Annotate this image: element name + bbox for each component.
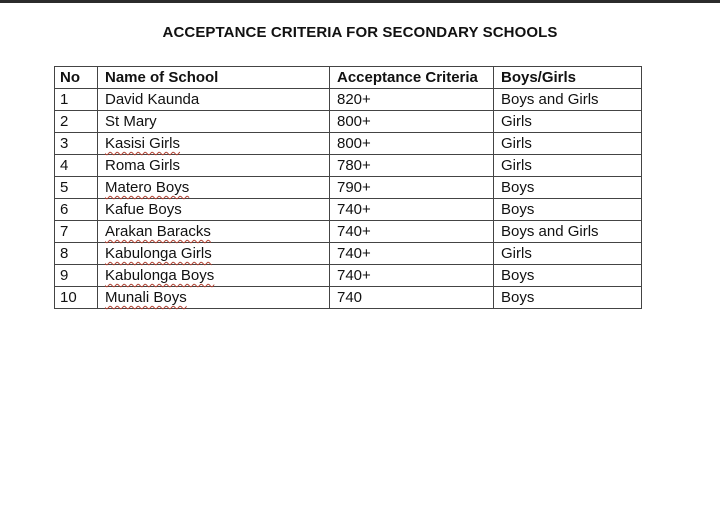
cell-school-name — [98, 265, 330, 287]
table-row — [55, 111, 642, 133]
column-header-no: No — [55, 67, 98, 89]
cell-no: 1 — [55, 89, 98, 111]
cell-gender: Boys and Girls — [494, 221, 642, 243]
top-edge-bar — [0, 0, 720, 3]
cell-criteria: 740+ — [330, 199, 494, 221]
cell-criteria: 790+ — [330, 177, 494, 199]
cell-criteria: 740+ — [330, 243, 494, 265]
school-name-text: Kabulonga Girls — [105, 245, 212, 262]
cell-no: 3 — [55, 133, 98, 155]
cell-school-name — [98, 133, 330, 155]
table-header-row — [55, 67, 642, 89]
table-row — [55, 199, 642, 221]
cell-no: 9 — [55, 265, 98, 287]
cell-gender: Boys — [494, 287, 642, 309]
table-row — [55, 221, 642, 243]
cell-school-name — [98, 177, 330, 199]
cell-school-name: Kafue Boys — [98, 199, 330, 221]
schools-table — [54, 66, 642, 309]
cell-criteria: 780+ — [330, 155, 494, 177]
table-row — [55, 89, 642, 111]
table-row — [55, 133, 642, 155]
cell-no: 2 — [55, 111, 98, 133]
cell-school-name: Roma Girls — [98, 155, 330, 177]
table-row — [55, 243, 642, 265]
cell-school-name: David Kaunda — [98, 89, 330, 111]
cell-gender: Girls — [494, 133, 642, 155]
table-row — [55, 287, 642, 309]
cell-no: 6 — [55, 199, 98, 221]
cell-no: 5 — [55, 177, 98, 199]
table-row — [55, 265, 642, 287]
cell-school-name — [98, 287, 330, 309]
school-name-text: Matero Boys — [105, 179, 190, 196]
cell-no: 8 — [55, 243, 98, 265]
cell-gender: Girls — [494, 243, 642, 265]
cell-criteria: 740+ — [330, 265, 494, 287]
cell-no: 7 — [55, 221, 98, 243]
column-header-name: Name of School — [98, 67, 330, 89]
school-name-text: Kabulonga Boys — [105, 267, 215, 284]
cell-school-name — [98, 243, 330, 265]
cell-criteria: 740 — [330, 287, 494, 309]
cell-no: 4 — [55, 155, 98, 177]
page-title: ACCEPTANCE CRITERIA FOR SECONDARY SCHOOLS — [162, 24, 558, 41]
cell-criteria: 820+ — [330, 89, 494, 111]
column-header-criteria: Acceptance Criteria — [330, 67, 494, 89]
cell-gender: Girls — [494, 111, 642, 133]
table-row — [55, 155, 642, 177]
cell-no: 10 — [55, 287, 98, 309]
cell-gender: Boys — [494, 199, 642, 221]
column-header-gender: Boys/Girls — [494, 67, 642, 89]
cell-school-name — [98, 221, 330, 243]
school-name-text: Kasisi Girls — [105, 135, 181, 152]
cell-criteria: 740+ — [330, 221, 494, 243]
cell-gender: Boys — [494, 177, 642, 199]
cell-school-name: St Mary — [98, 111, 330, 133]
table-row — [55, 177, 642, 199]
cell-criteria: 800+ — [330, 111, 494, 133]
cell-criteria: 800+ — [330, 133, 494, 155]
cell-gender: Boys — [494, 265, 642, 287]
cell-gender: Girls — [494, 155, 642, 177]
school-name-text: Munali Boys — [105, 289, 187, 306]
cell-gender: Boys and Girls — [494, 89, 642, 111]
school-name-text: Arakan Baracks — [105, 223, 211, 240]
